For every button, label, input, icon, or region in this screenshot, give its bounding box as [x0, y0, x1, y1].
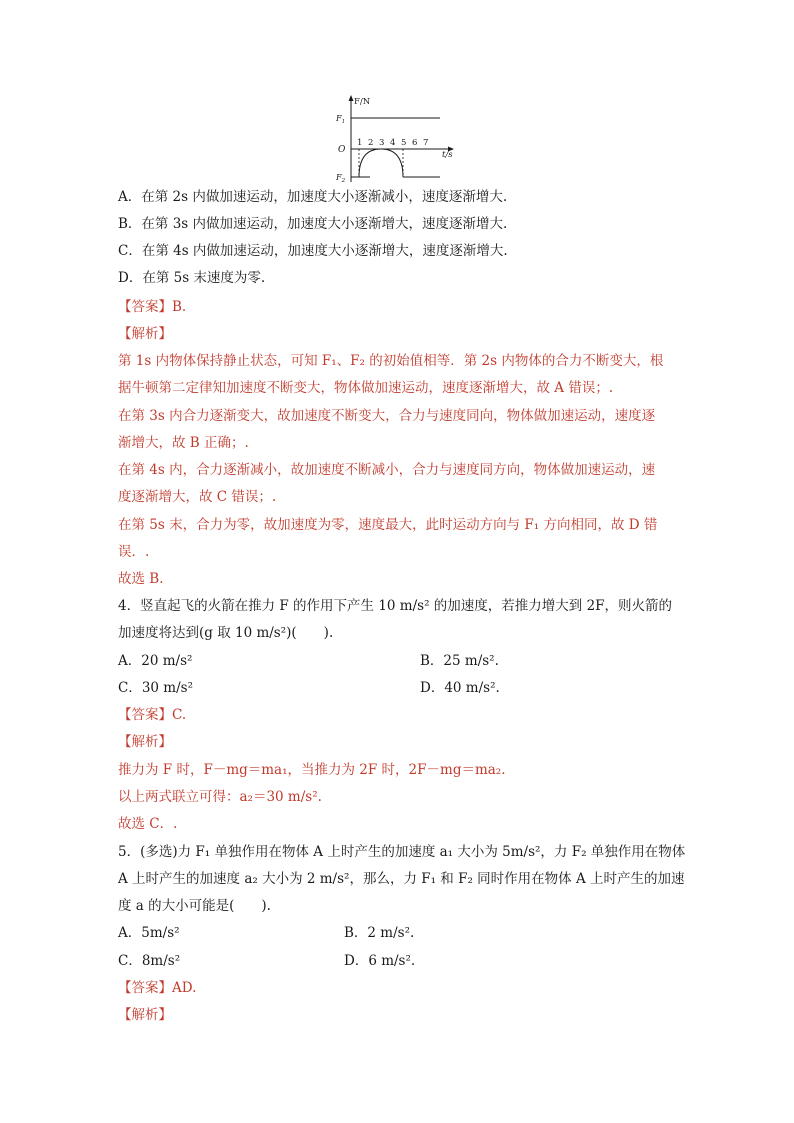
q4-explain-line-1: 推力为 F 时，F－mg＝ma₁，当推力为 2F 时，2F－mg＝ma₂. — [118, 762, 506, 778]
explain-tag: 【解析】 — [118, 326, 172, 342]
y-axis-label: F/N — [354, 97, 371, 107]
q4-options-row-1 — [118, 652, 678, 670]
q5-option-a: A．5m/s² — [118, 925, 180, 941]
q4-options-row-2 — [118, 679, 678, 697]
q3-answer-line — [118, 298, 678, 316]
q3-option-c: C．在第 4s 内做加速运动，加速度大小逐渐增大，速度逐渐增大. — [118, 243, 508, 259]
answer-tag: 【答案】 — [118, 299, 172, 315]
answer-tag: 【答案】 — [118, 707, 172, 723]
q5-options-row-2 — [118, 952, 678, 970]
force-time-graph — [330, 92, 460, 184]
q3-explain-line-1: 第 1s 内物体保持静止状态，可知 F₁、F₂ 的初始值相等．第 2s 内物体的合力不断变大，根 — [118, 353, 664, 369]
q4-stem-line-1: 4．竖直起飞的火箭在推力 F 的作用下产生 10 m/s² 的加速度，若推力增大到 2F，则火箭的 — [118, 598, 673, 614]
q3-answer: B. — [172, 299, 187, 315]
q5-answer-line — [118, 979, 678, 997]
q3-explain-line-2: 据牛顿第二定律知加速度不断变大，物体做加速运动，速度逐渐增大，故 A 错误；. — [118, 380, 614, 396]
q4-answer: C. — [172, 707, 187, 723]
q4-option-b: B．25 m/s². — [420, 653, 499, 669]
x-tick-label: 7 — [423, 138, 429, 148]
q5-stem-line-2: A 上时产生的加速度 a₂ 大小为 2 m/s²，那么，力 F₁ 和 F₂ 同时作用在物体 A 上时产生的加速 — [118, 871, 685, 887]
q4-explain-line-2: 以上两式联立可得：a₂＝30 m/s². — [118, 789, 322, 805]
q3-explain-line-3: 在第 3s 内合力逐渐变大，故加速度不断变大，合力与速度同向，物体做加速运动，速度逐 — [118, 408, 656, 424]
q4-option-d: D．40 m/s². — [420, 680, 500, 696]
x-tick-label: 6 — [412, 138, 418, 148]
q3-explain-line-5: 在第 4s 内，合力逐渐减小，故加速度不断减小，合力与速度同方向，物体做加速运动，速 — [118, 462, 656, 478]
q5-options-row-1 — [118, 924, 678, 942]
x-tick-label: 4 — [390, 138, 396, 148]
q4-option-a: A．20 m/s² — [118, 653, 193, 669]
q3-explain-line-4: 渐增大，故 B 正确；. — [118, 435, 249, 451]
q3-option-a: A．在第 2s 内做加速运动，加速度大小逐渐减小，速度逐渐增大. — [118, 189, 508, 205]
q3-explain-line-8: 误．. — [118, 544, 150, 560]
explain-tag: 【解析】 — [118, 1007, 172, 1023]
q5-option-b: B．2 m/s². — [344, 925, 415, 941]
x-axis-label: t/s — [442, 150, 453, 160]
x-tick-label: 2 — [368, 138, 374, 148]
q5-option-d: D．6 m/s². — [344, 953, 416, 969]
q3-option-b: B．在第 3s 内做加速运动，加速度大小逐渐增大，速度逐渐增大. — [118, 216, 508, 232]
q4-explain-tag-line — [118, 733, 678, 751]
q5-stem-line-1: 5．(多选)力 F₁ 单独作用在物体 A 上时产生的加速度 a₁ 大小为 5m/s²，力 F₂ 单独作用在物体 — [118, 844, 686, 860]
q5-stem-line-3: 度 a 的大小可能是( ). — [118, 898, 271, 914]
q3-explain-line-9: 故选 B. — [118, 571, 164, 587]
x-tick-label: 5 — [401, 138, 407, 148]
f2-label: $F_2$ — [336, 173, 346, 184]
x-tick-labels — [357, 138, 428, 148]
q3-explain-line-7: 在第 5s 末，合力为零，故加速度为零，速度最大，此时运动方向与 F₁ 方向相同，故 D 错 — [118, 517, 658, 533]
q5-explain-tag-line — [118, 1006, 678, 1024]
answer-tag: 【答案】 — [118, 980, 172, 996]
x-tick-label: 1 — [357, 138, 363, 148]
q4-option-c: C．30 m/s² — [118, 680, 193, 696]
f1-label: $F_1$ — [336, 114, 346, 125]
q4-stem-line-2: 加速度将达到(g 取 10 m/s²)( ). — [118, 625, 334, 641]
q3-explain-tag-line — [118, 325, 678, 343]
x-tick-label: 3 — [379, 138, 385, 148]
explain-tag: 【解析】 — [118, 734, 172, 750]
f2-curve — [359, 149, 403, 177]
q3-explain-line-6: 度逐渐增大，故 C 错误；. — [118, 489, 277, 505]
q4-explain-line-3: 故选 C．. — [118, 816, 178, 832]
y-axis-arrow — [349, 95, 354, 101]
q5-answer: AD. — [172, 980, 197, 996]
q3-option-d: D．在第 5s 末速度为零. — [118, 270, 266, 286]
q4-answer-line — [118, 706, 678, 724]
q5-option-c: C．8m/s² — [118, 953, 181, 969]
origin-label: O — [338, 145, 346, 155]
